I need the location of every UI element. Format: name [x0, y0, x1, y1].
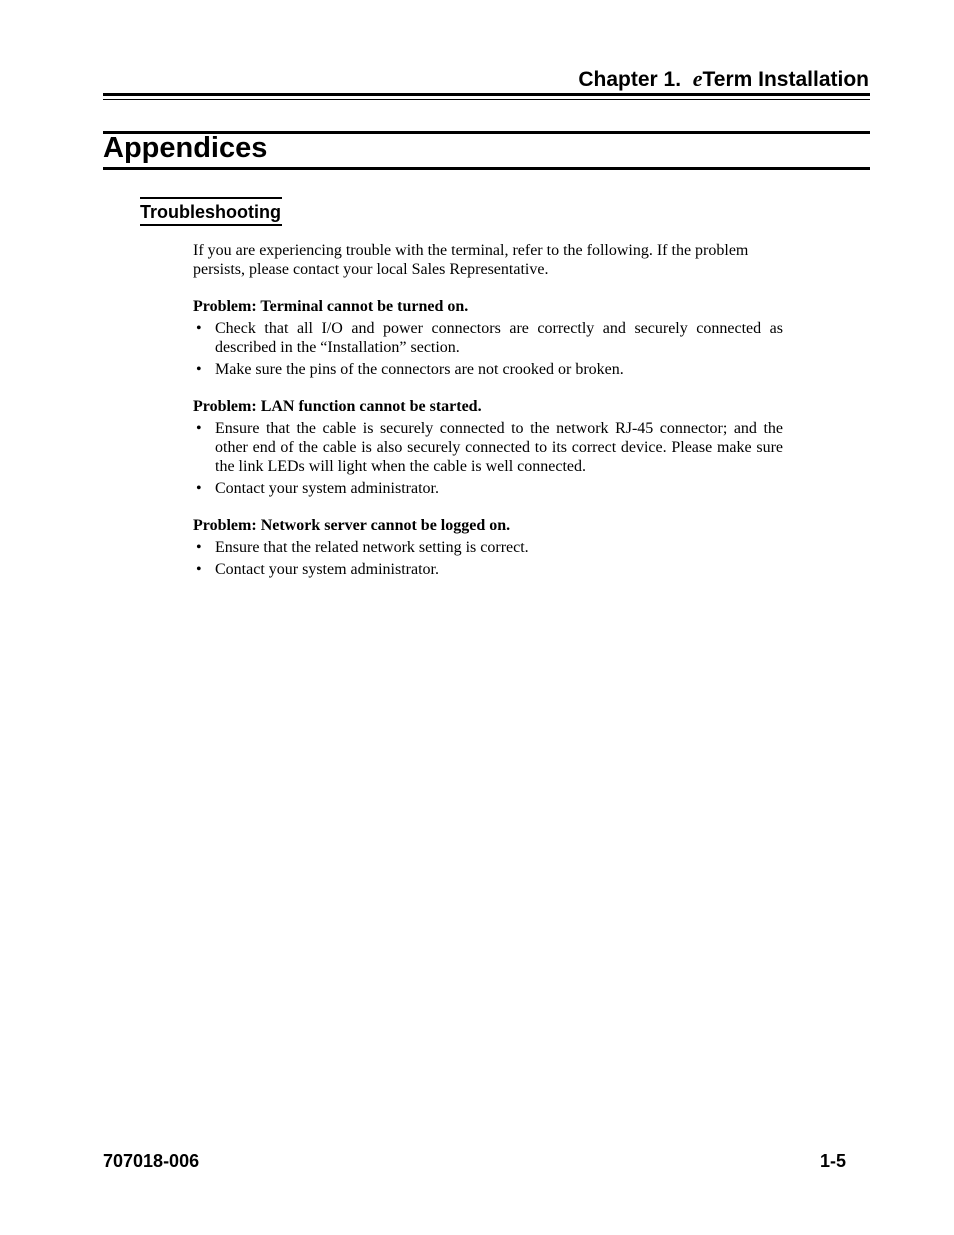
list-item: • Ensure that the cable is securely connected to the network RJ-45 connector; and the other end of the cable is also securely connected to its correct device. Please make sure the link LEDs will light when the cable is well connected. [193, 419, 783, 476]
list-item: • Check that all I/O and power connectors are correctly and securely connected as described in the “Installation” section. [193, 319, 783, 357]
list-item: • Make sure the pins of the connectors are not crooked or broken. [193, 360, 783, 379]
footer-doc-number: 707018-006 [103, 1151, 200, 1171]
chapter-italic-e: e [692, 66, 703, 91]
header-rule-thick [103, 93, 870, 96]
page-title: Appendices [103, 132, 268, 164]
problem-heading: Problem: Network server cannot be logged on. [193, 517, 511, 534]
list-item: • Contact your system administrator. [193, 479, 783, 498]
problem-heading: Problem: Terminal cannot be turned on. [193, 298, 469, 315]
problem-list [193, 538, 783, 579]
section-body [193, 241, 783, 597]
chapter-suffix: Term Installation [702, 68, 869, 91]
list-item: • Contact your system administrator. [193, 560, 783, 579]
footer-page-number: 1-5 [819, 1151, 846, 1171]
problem-list [193, 319, 783, 379]
intro-paragraph: If you are experiencing trouble with the terminal, refer to the following. If the problem persists, please contact your local Sales Representative. [193, 242, 749, 278]
chapter-header [578, 66, 869, 92]
problem-heading: Problem: LAN function cannot be started. [193, 398, 482, 415]
header-rule-thin [103, 99, 870, 100]
list-item: • Ensure that the related network setting is correct. [193, 538, 783, 557]
section-heading: Troubleshooting [140, 197, 282, 226]
problem-list [193, 419, 783, 498]
title-rule-bottom [103, 167, 870, 170]
chapter-prefix: Chapter 1. [578, 68, 682, 91]
